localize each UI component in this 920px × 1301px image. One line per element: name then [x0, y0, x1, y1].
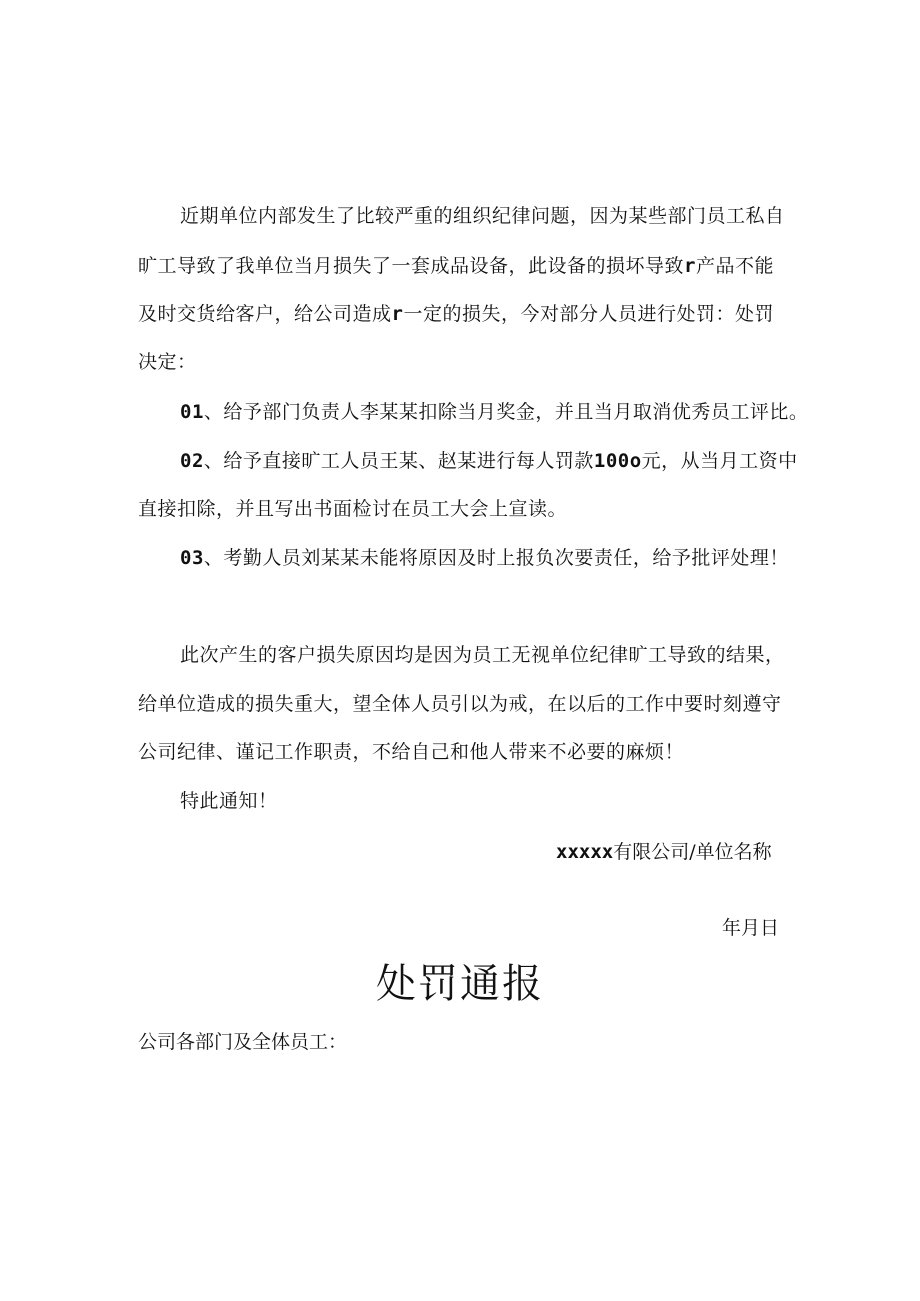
conclusion-line-3: 公司纪律、谨记工作职责，不给自己和他人带来不必要的麻烦！	[138, 741, 685, 763]
company-prefix: xxxxx	[556, 841, 614, 863]
company-name: 有限公司/单位名称	[613, 841, 772, 863]
penalty-item-2-text-b: 元，从当月工资中	[641, 450, 798, 472]
penalty-item-1-text: 、给予部门负责人李某某扣除当月奖金，并且当月取消优秀员工评比。	[203, 401, 809, 423]
intro-line-3	[138, 302, 774, 326]
conclusion-line-1: 此次产生的客户损失原因均是因为员工无视单位纪律旷工导致的结果，	[180, 644, 785, 666]
intro-line-2-text-a: 旷工导致了我单位当月损失了一套成品设备，此设备的损坏导致	[138, 255, 685, 277]
salutation: 公司各部门及全体员工：	[138, 1031, 348, 1053]
intro-line-2-r: r	[684, 255, 696, 277]
intro-line-3-r: r	[391, 303, 404, 325]
penalty-item-2-amount: 100o	[593, 450, 642, 472]
penalty-item-2-continuation: 直接扣除，并且写出书面检讨在员工大会上宣读。	[138, 498, 568, 520]
intro-line-3-text-b: 一定的损失，今对部分人员进行处罚：处罚	[403, 303, 774, 325]
penalty-item-3	[180, 546, 789, 570]
intro-line-2	[138, 254, 774, 278]
intro-line-1: 近期单位内部发生了比较严重的组织纪律问题，因为某些部门员工私自	[180, 205, 785, 227]
intro-line-4: 决定：	[138, 351, 197, 373]
penalty-item-2-text-a: 、给予直接旷工人员王某、赵某进行每人罚款	[203, 450, 594, 472]
penalty-item-3-text: 、考勤人员刘某某未能将原因及时上报负次要责任，给予批评处理！	[203, 547, 789, 569]
notice-line: 特此通知！	[180, 790, 278, 812]
penalty-item-3-number: 03	[180, 547, 204, 569]
date-line: 年月日	[722, 917, 780, 939]
intro-line-2-text-b: 产品不能	[695, 255, 774, 277]
intro-line-3-text-a: 及时交货给客户，给公司造成	[138, 303, 392, 325]
penalty-item-2-number: 02	[180, 450, 204, 472]
company-signature	[556, 840, 772, 864]
penalty-item-1	[180, 400, 808, 424]
penalty-item-2	[180, 449, 798, 473]
document-title: 处罚通报	[376, 961, 544, 1007]
conclusion-line-2: 给单位造成的损失重大，望全体人员引以为戒，在以后的工作中要时刻遵守	[138, 693, 782, 715]
penalty-item-1-number: 01	[180, 401, 204, 423]
